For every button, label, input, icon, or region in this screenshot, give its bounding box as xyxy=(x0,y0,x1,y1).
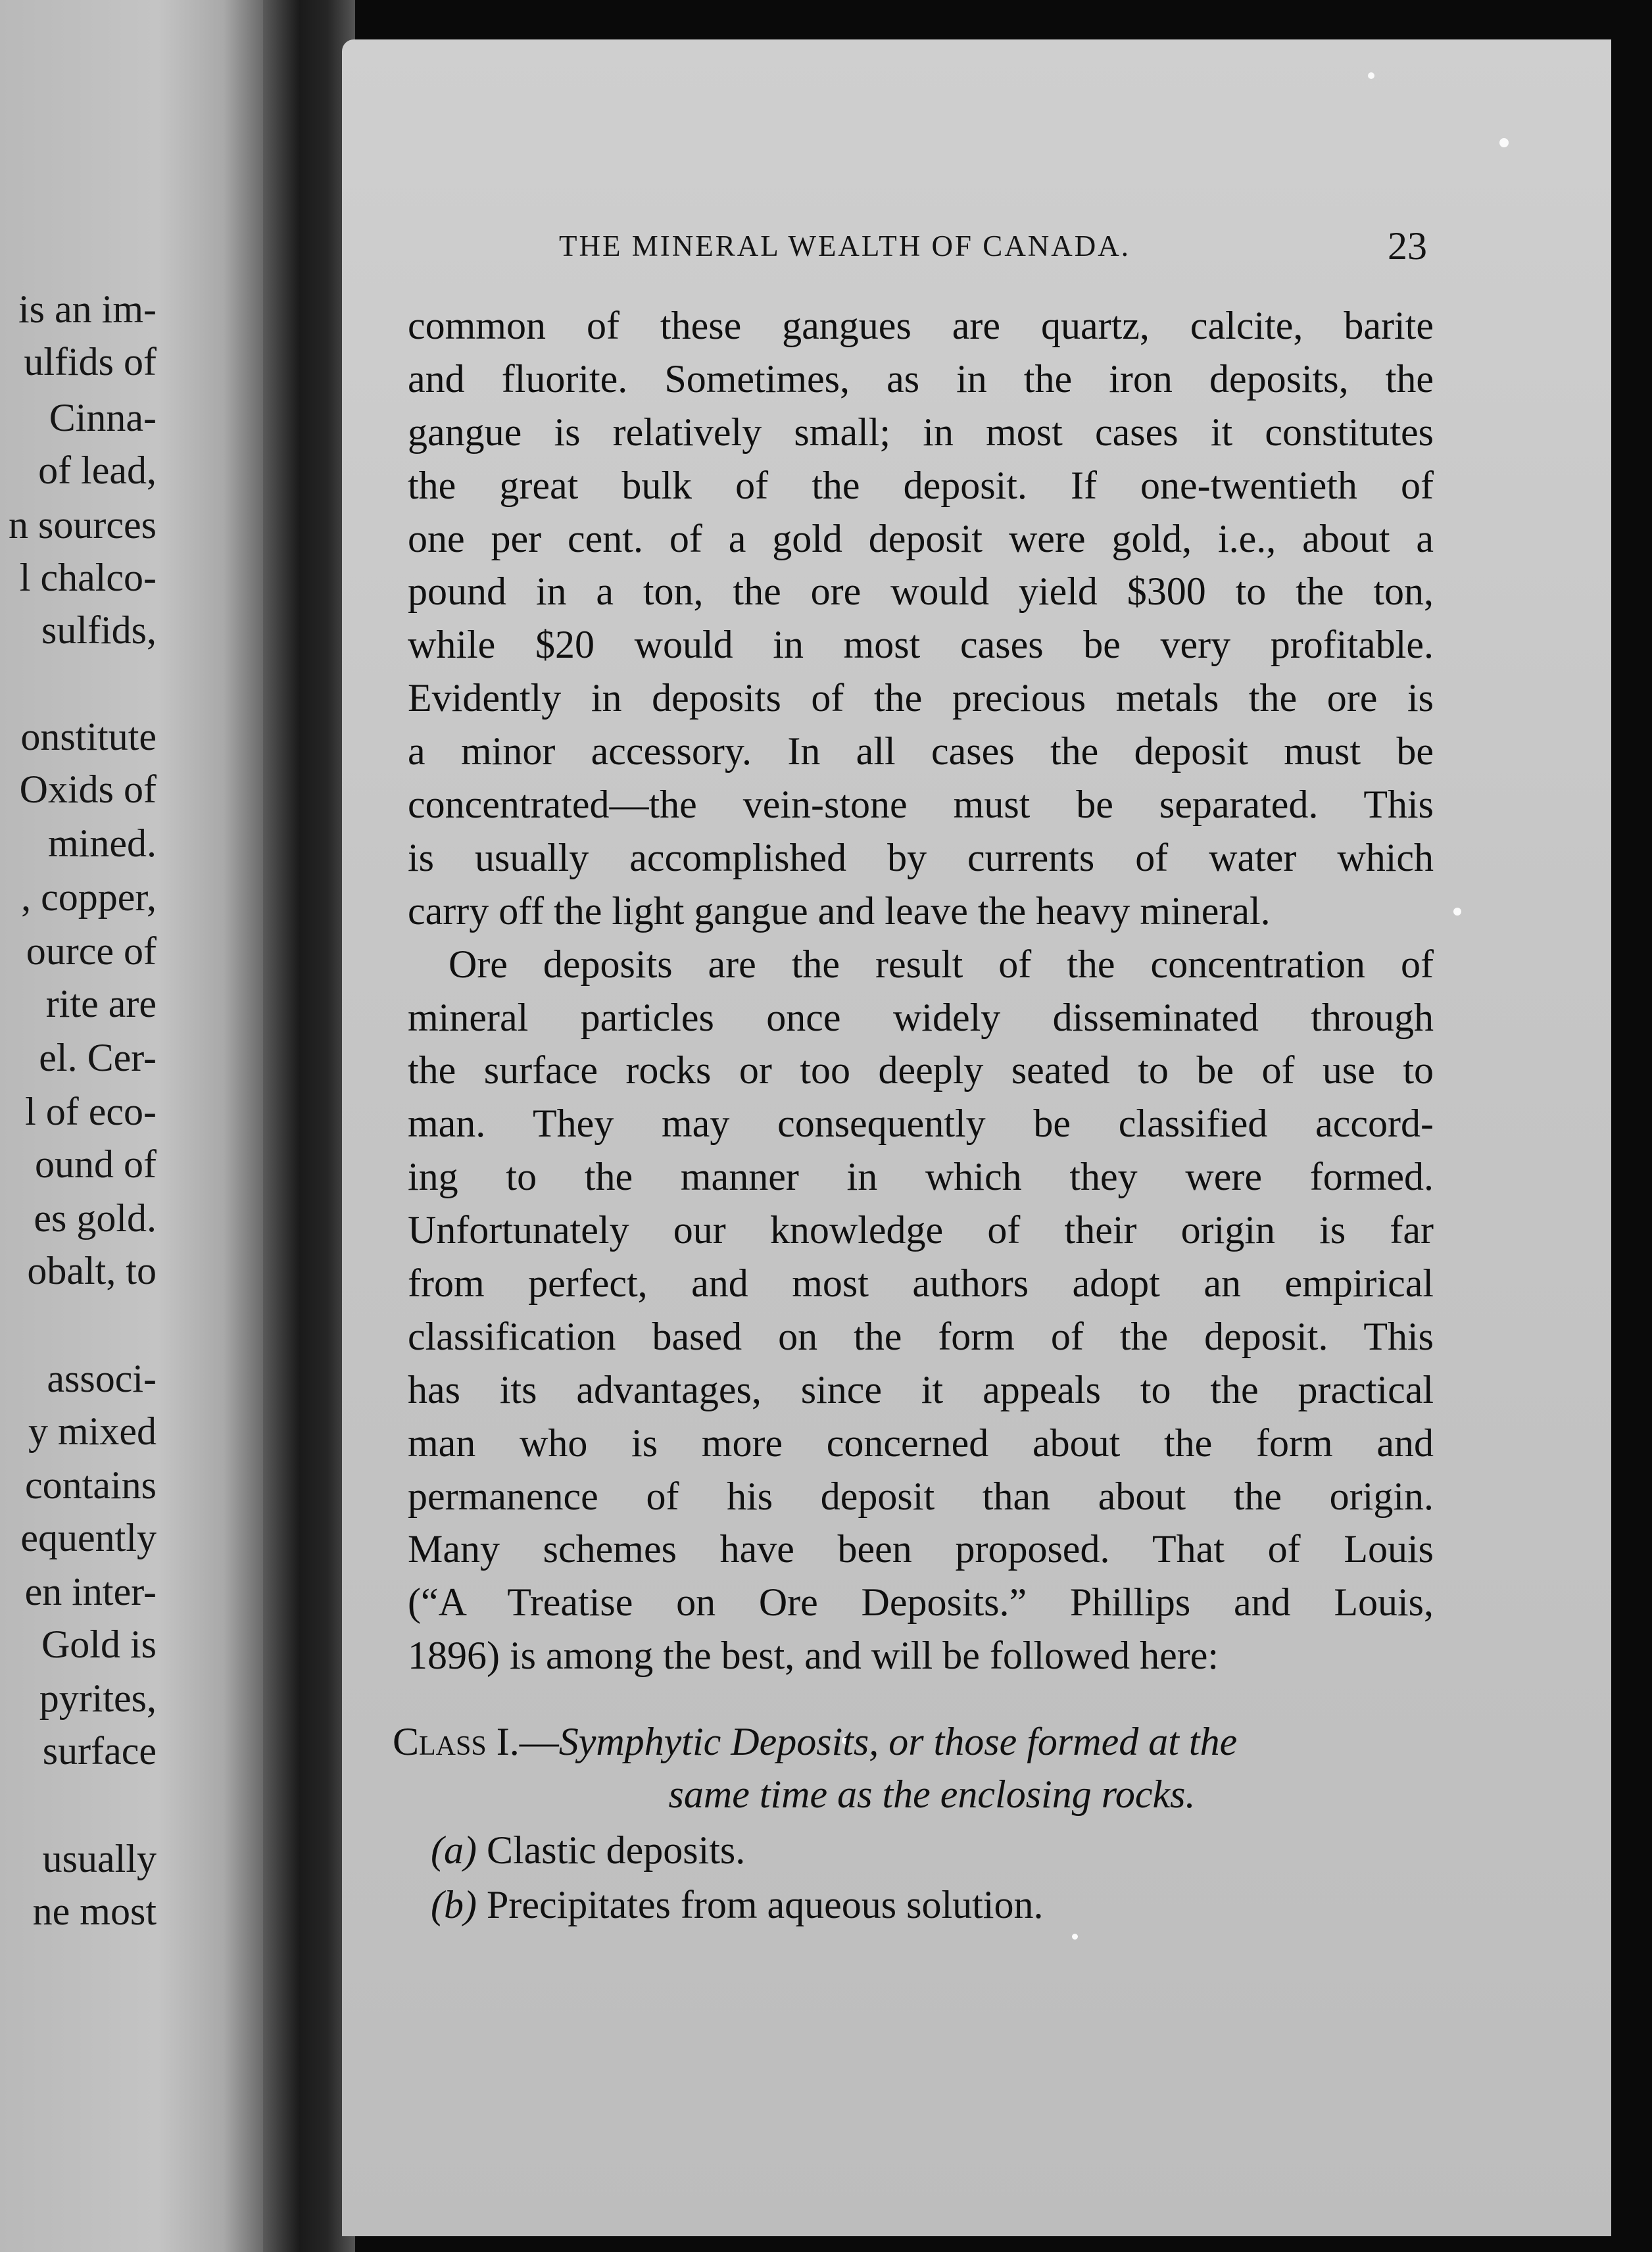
facing-page-line: Gold is xyxy=(41,1623,157,1666)
facing-page-line: rite are xyxy=(45,982,157,1025)
facing-page-line: onstitute xyxy=(20,715,157,758)
facing-page-line: ne most xyxy=(32,1890,157,1933)
text-line: 1896) is among the best, and will be followed here: xyxy=(408,1634,1219,1678)
running-head: THE MINERAL WEALTH OF CANADA. xyxy=(559,230,1131,262)
text-line: has its advantages, since it appeals to the practical xyxy=(408,1367,1434,1411)
facing-page-line: contains xyxy=(25,1463,157,1507)
text-line: the great bulk of the deposit. If one-twentieth of xyxy=(408,463,1434,507)
item-text: Precipitates from aqueous solution. xyxy=(486,1883,1044,1926)
facing-page-line: pyrites, xyxy=(39,1677,157,1720)
facing-page-line: is an im- xyxy=(18,287,157,331)
text-line: pound in a ton, the ore would yield $300 to the ton, xyxy=(408,570,1434,614)
book-gutter xyxy=(263,0,355,2252)
class-title-continued: same time as the enclosing rocks. xyxy=(668,1773,1196,1816)
facing-page-line: associ- xyxy=(47,1357,157,1400)
facing-page-line: usually xyxy=(42,1837,157,1880)
facing-page-line: sulfids, xyxy=(41,608,157,652)
facing-page xyxy=(0,0,263,2252)
facing-page-line: surface xyxy=(42,1729,157,1773)
facing-page-line: mined. xyxy=(48,821,157,865)
facing-page-line: ulfids of xyxy=(24,340,157,383)
body-text xyxy=(408,299,1434,1682)
text-line: from perfect, and most authors adopt an empirical xyxy=(408,1261,1434,1306)
item-text: Clastic deposits. xyxy=(486,1828,746,1872)
text-line: mineral particles once widely disseminated through xyxy=(408,995,1434,1039)
facing-page-line: ource of xyxy=(26,929,157,973)
facing-page-line: ound of xyxy=(35,1142,157,1186)
paragraph-1 xyxy=(408,299,1434,938)
facing-page-line: el. Cer- xyxy=(39,1036,157,1079)
class-label: Class I. xyxy=(393,1720,520,1763)
text-line: while $20 would in most cases be very profitable. xyxy=(408,623,1434,667)
text-line: ing to the manner in which they were formed. xyxy=(408,1155,1434,1199)
facing-page-line: l of eco- xyxy=(25,1090,157,1133)
text-line: man who is more concerned about the form and xyxy=(408,1421,1434,1465)
text-line: concentrated—the vein-stone must be separated. This xyxy=(408,783,1434,827)
paragraph-2 xyxy=(408,938,1434,1682)
text-line: common of these gangues are quartz, calcite, barite xyxy=(408,304,1434,347)
text-line: Many schemes have been proposed. That of Louis xyxy=(408,1527,1434,1571)
facing-page-line: en inter- xyxy=(24,1570,157,1613)
text-line: Unfortunately our knowledge of their origin is far xyxy=(408,1208,1434,1252)
facing-page-line: equently xyxy=(20,1516,157,1559)
list-item xyxy=(431,1824,745,1876)
text-line: Ore deposits are the result of the concentration of xyxy=(449,942,1434,986)
page-number: 23 xyxy=(1388,224,1427,268)
text-line: one per cent. of a gold deposit were gold, i.e., about a xyxy=(408,516,1434,560)
item-marker: (a) xyxy=(431,1828,477,1872)
text-line: permanence of his deposit than about the origin. xyxy=(408,1474,1434,1518)
text-line: a minor accessory. In all cases the deposit must be xyxy=(408,729,1434,773)
facing-page-line: es gold. xyxy=(34,1196,157,1240)
text-line: man. They may consequently be classified accord- xyxy=(408,1102,1434,1146)
class-heading xyxy=(393,1715,1419,1821)
text-line: carry off the light gangue and leave the heavy mineral. xyxy=(408,889,1271,933)
text-line: Evidently in deposits of the precious metals the ore is xyxy=(408,676,1434,720)
facing-page-line: Cinna- xyxy=(49,396,157,439)
text-line: the surface rocks or too deeply seated to be of use to xyxy=(408,1048,1434,1092)
text-line: (“A Treatise on Ore Deposits.” Phillips and Louis, xyxy=(408,1580,1434,1625)
facing-page-line: obalt, to xyxy=(27,1249,157,1292)
item-marker: (b) xyxy=(431,1883,477,1926)
facing-page-line: , copper, xyxy=(21,875,157,919)
facing-page-line: l chalco- xyxy=(19,556,157,599)
facing-page-line: Oxids of xyxy=(19,768,157,811)
facing-page-line: n sources xyxy=(9,503,157,547)
text-line: is usually accomplished by currents of water which xyxy=(408,835,1434,879)
facing-page-line: y mixed xyxy=(28,1409,157,1453)
class-dash: — xyxy=(519,1720,559,1763)
text-line: classification based on the form of the deposit. This xyxy=(408,1314,1434,1358)
text-line: and fluorite. Sometimes, as in the iron deposits, the xyxy=(408,356,1434,401)
class-title: Symphytic Deposits, or those formed at the xyxy=(558,1720,1238,1763)
text-line: gangue is relatively small; in most cases it constitutes xyxy=(408,410,1434,454)
list-item xyxy=(431,1878,1043,1931)
facing-page-line: of lead, xyxy=(38,449,157,492)
